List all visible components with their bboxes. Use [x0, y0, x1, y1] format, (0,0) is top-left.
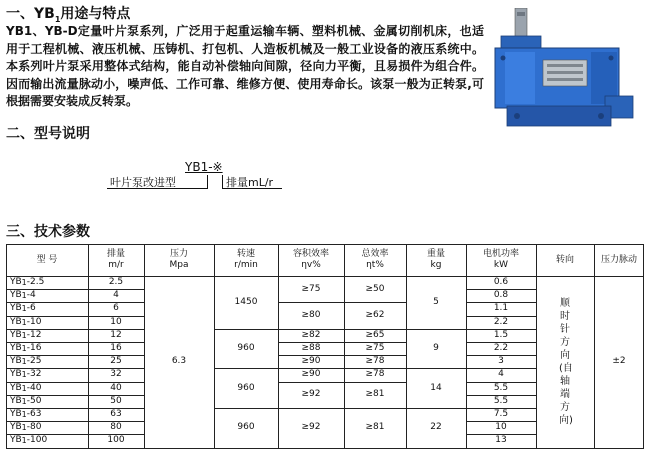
header-volumetric-efficiency-line: ηv%	[301, 260, 321, 270]
header-pressure-line: 压力	[169, 249, 188, 259]
motor-power-cell: 5.5	[493, 395, 509, 406]
speed-cell: 960	[237, 422, 255, 433]
total-efficiency-cell: ≥65	[365, 329, 385, 340]
displacement-cell: 63	[110, 409, 122, 420]
motor-power-cell: 1.1	[493, 303, 509, 314]
header-speed	[214, 244, 278, 276]
header-pressure	[144, 244, 214, 276]
header-volumetric-efficiency-line: 容积效率	[292, 249, 329, 259]
header-weight-line: 重量	[426, 249, 445, 259]
displacement-cell: 100	[107, 435, 125, 446]
section1-title: 一、$YB_1$用途与特点	[6, 6, 131, 24]
displacement-cell: 16	[110, 343, 122, 354]
speed-cell: 960	[237, 343, 255, 354]
intro-paragraph: YB1、YB-D定量叶片泵系列，广泛用于起重运输车辆、塑料机械、金属切削机床，也适用于工程机械、液压机械、压铸机、打包机、人造板机械及一般工业设备的液压系统中。本系列叶片泵采用整体式结构，能自动补偿轴向间隙，径向力平衡，且易损件为组合件。因而输出流量脉动小，噪声低、工作可靠、维修方便、使用寿命长。该泵一般为正转泵,可根据需要安装成反转泵。	[6, 24, 484, 109]
volumetric-efficiency-cell: ≥92	[301, 422, 321, 433]
displacement-cell: 80	[110, 422, 122, 433]
model-cell: YB 1 -80	[10, 422, 42, 433]
pressure-cell: 6.3	[171, 356, 187, 367]
model-cell: YB 1 -16	[10, 343, 42, 354]
header-weight	[406, 244, 466, 276]
header-weight-line: kg	[430, 260, 442, 270]
displacement-cell: 32	[110, 369, 122, 380]
header-model: 型 号	[36, 254, 58, 265]
total-efficiency-cell: ≥78	[365, 356, 385, 367]
volumetric-efficiency-cell: ≥82	[301, 329, 321, 340]
model-cell: YB 1 -12	[10, 329, 42, 340]
displacement-cell: 40	[110, 382, 122, 393]
weight-cell: 9	[433, 343, 439, 354]
header-displacement-line: 排量	[106, 249, 125, 259]
model-cell: YB 1 -4	[10, 290, 36, 301]
displacement-cell: 6	[113, 303, 119, 314]
header-displacement	[88, 244, 144, 276]
model-cell: YB 1 -32	[10, 369, 42, 380]
volumetric-efficiency-cell: ≥75	[301, 283, 321, 294]
model-code: YB1-※	[185, 160, 223, 174]
total-efficiency-cell: ≥78	[365, 369, 385, 380]
header-total-efficiency-line: 总效率	[361, 249, 389, 259]
header-motor-power	[466, 244, 536, 276]
rotation-value: 顺时针方向(自轴端方向)	[559, 297, 573, 426]
motor-power-cell: 7.5	[493, 409, 509, 420]
rotation-cell	[536, 276, 594, 448]
total-efficiency-cell: ≥75	[365, 343, 385, 354]
displacement-cell: 50	[110, 395, 122, 406]
header-motor-power-line: 电机功率	[482, 249, 519, 259]
motor-power-cell: 2.2	[493, 316, 509, 327]
model-cell: YB 1 -100	[10, 435, 48, 446]
motor-power-cell: 2.2	[493, 343, 509, 354]
displacement-cell: 12	[110, 329, 122, 340]
header-volumetric-efficiency	[278, 244, 344, 276]
header-displacement-line: m/r	[108, 260, 124, 270]
speed-cell: 960	[237, 382, 255, 393]
motor-power-cell: 1.5	[493, 329, 509, 340]
header-total-efficiency	[344, 244, 406, 276]
motor-power-cell: 10	[495, 422, 507, 433]
total-efficiency-cell: ≥81	[365, 389, 385, 400]
motor-power-cell: 13	[495, 435, 507, 446]
header-pressure-line: Mpa	[169, 260, 189, 270]
vane-pump-image	[487, 8, 637, 136]
model-cell: YB 1 -10	[10, 316, 42, 327]
speed-cell: 1450	[234, 296, 258, 307]
volumetric-efficiency-cell: ≥90	[301, 369, 321, 380]
section3-title: 三、技术参数	[6, 224, 90, 240]
header-pressure-pulsation: 压力脉动	[600, 254, 637, 265]
model-code-diagram	[0, 150, 340, 200]
tech-params-table	[6, 244, 644, 449]
model-cell: YB 1 -6	[10, 303, 36, 314]
total-efficiency-cell: ≥62	[365, 310, 385, 321]
displacement-cell: 10	[110, 316, 122, 327]
model-right-label: 排量mL/r	[226, 176, 274, 189]
motor-power-cell: 0.6	[493, 277, 509, 288]
section2-title: 二、型号说明	[6, 126, 90, 142]
total-efficiency-cell: ≥81	[365, 422, 385, 433]
header-rotation: 转向	[555, 254, 574, 265]
volumetric-efficiency-cell: ≥92	[301, 389, 321, 400]
model-cell: YB 1 -50	[10, 395, 42, 406]
displacement-cell: 25	[110, 356, 122, 367]
total-efficiency-cell: ≥50	[365, 283, 385, 294]
model-left-label: 叶片泵改进型	[110, 176, 176, 189]
displacement-cell: 4	[113, 290, 119, 301]
motor-power-cell: 5.5	[493, 382, 509, 393]
header-speed-line: 转速	[236, 249, 255, 259]
motor-power-cell: 4	[498, 369, 504, 380]
weight-cell: 14	[430, 382, 442, 393]
model-cell: YB 1 -25	[10, 356, 42, 367]
model-cell: YB 1 -2.5	[10, 277, 45, 288]
model-cell: YB 1 -40	[10, 382, 42, 393]
volumetric-efficiency-cell: ≥90	[301, 356, 321, 367]
displacement-cell: 2.5	[108, 277, 124, 288]
header-motor-power-line: kW	[493, 260, 509, 270]
header-total-efficiency-line: ηt%	[366, 260, 384, 270]
model-cell: YB 1 -63	[10, 409, 42, 420]
volumetric-efficiency-cell: ≥80	[301, 310, 321, 321]
weight-cell: 5	[433, 296, 439, 307]
header-speed-line: r/min	[234, 260, 258, 270]
pressure-pulsation-cell: ±2	[612, 356, 626, 367]
motor-power-cell: 3	[498, 356, 504, 367]
volumetric-efficiency-cell: ≥88	[301, 343, 321, 354]
weight-cell: 22	[430, 422, 442, 433]
motor-power-cell: 0.8	[493, 290, 509, 301]
